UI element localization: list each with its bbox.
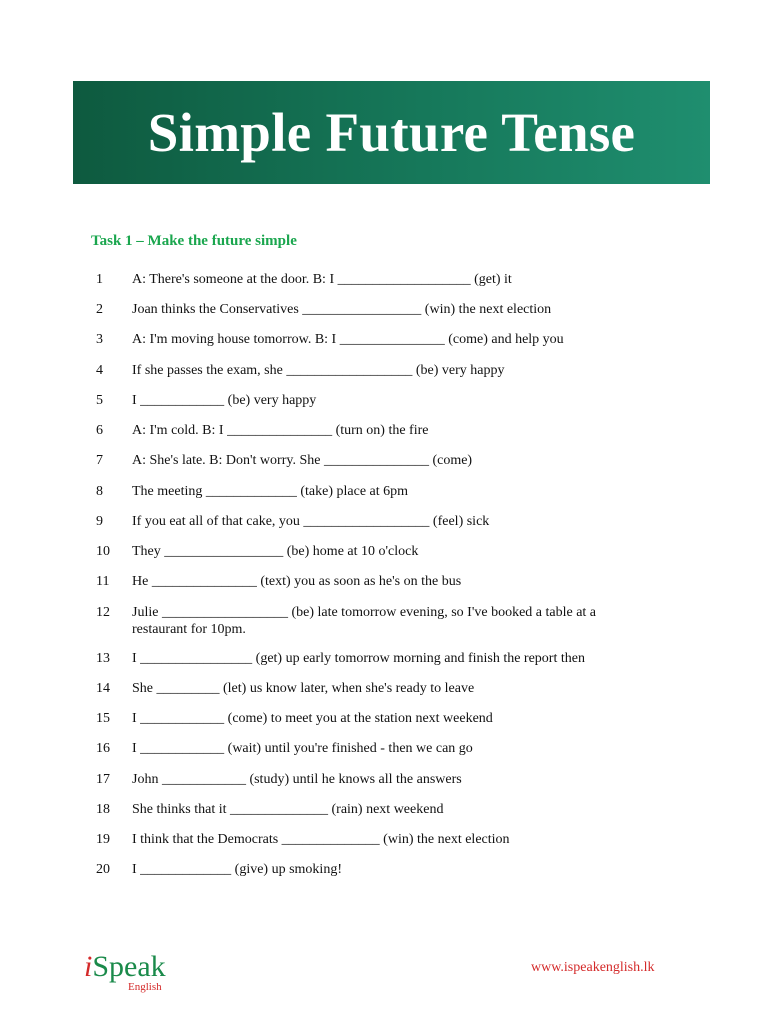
item-number: 2	[96, 302, 103, 317]
item-text: I ____________ (be) very happy	[132, 393, 317, 408]
item-text: If you eat all of that cake, you __________________ (feel) sick	[132, 514, 490, 529]
item-number: 13	[96, 651, 110, 666]
logo-subtitle: English	[128, 981, 162, 993]
item-text: I ____________ (come) to meet you at the station next weekend	[132, 711, 493, 726]
item-text: A: I'm cold. B: I _______________ (turn on) the fire	[132, 423, 429, 438]
item-number: 14	[96, 681, 110, 696]
item-text: They _________________ (be) home at 10 o'clock	[132, 544, 419, 559]
title-banner	[73, 81, 710, 184]
item-number: 10	[96, 544, 110, 559]
item-text: I think that the Democrats ______________ (win) the next election	[132, 832, 510, 847]
item-number: 20	[96, 862, 110, 877]
item-text: He _______________ (text) you as soon as he's on the bus	[132, 574, 462, 589]
item-text: John ____________ (study) until he knows all the answers	[132, 772, 462, 787]
item-number: 19	[96, 832, 110, 847]
item-number: 9	[96, 514, 103, 529]
item-text: A: I'm moving house tomorrow. B: I _______________ (come) and help you	[132, 332, 564, 347]
logo-letters-speak: Speak	[92, 950, 166, 983]
item-number: 3	[96, 332, 103, 347]
item-text: Julie __________________ (be) late tomorrow evening, so I've booked a table at a restaurant for 10pm.	[132, 605, 597, 637]
item-number: 6	[96, 423, 103, 438]
logo-wordmark	[84, 951, 166, 983]
item-number: 17	[96, 772, 110, 787]
item-text: A: There's someone at the door. B: I ___________________ (get) it	[132, 272, 512, 287]
item-number: 11	[96, 574, 110, 589]
item-number: 1	[96, 272, 103, 287]
item-text: I ____________ (wait) until you're finished - then we can go	[132, 741, 473, 756]
item-text: I ________________ (get) up early tomorrow morning and finish the report then	[132, 651, 585, 666]
item-text: I _____________ (give) up smoking!	[132, 862, 342, 877]
item-number: 7	[96, 453, 103, 468]
item-number: 4	[96, 363, 103, 378]
item-number: 15	[96, 711, 110, 726]
item-number: 16	[96, 741, 110, 756]
item-number: 5	[96, 393, 103, 408]
item-text: If she passes the exam, she __________________ (be) very happy	[132, 363, 505, 378]
item-text: She _________ (let) us know later, when she's ready to leave	[132, 681, 475, 696]
item-number: 12	[96, 605, 110, 620]
item-text: She thinks that it ______________ (rain) next weekend	[132, 802, 444, 817]
item-number: 18	[96, 802, 110, 817]
item-text: The meeting _____________ (take) place at 6pm	[132, 484, 409, 499]
website-link[interactable]: www.ispeakenglish.lk	[531, 960, 655, 975]
item-number: 8	[96, 484, 103, 499]
item-text: Joan thinks the Conservatives _________________ (win) the next election	[132, 302, 552, 317]
task-title: Task 1 – Make the future simple	[91, 233, 297, 249]
item-text: A: She's late. B: Don't worry. She _______________ (come)	[132, 453, 473, 468]
logo-letter-i: i	[84, 950, 93, 983]
ispeak-logo	[84, 951, 194, 997]
page-title: Simple Future Tense	[147, 102, 636, 163]
